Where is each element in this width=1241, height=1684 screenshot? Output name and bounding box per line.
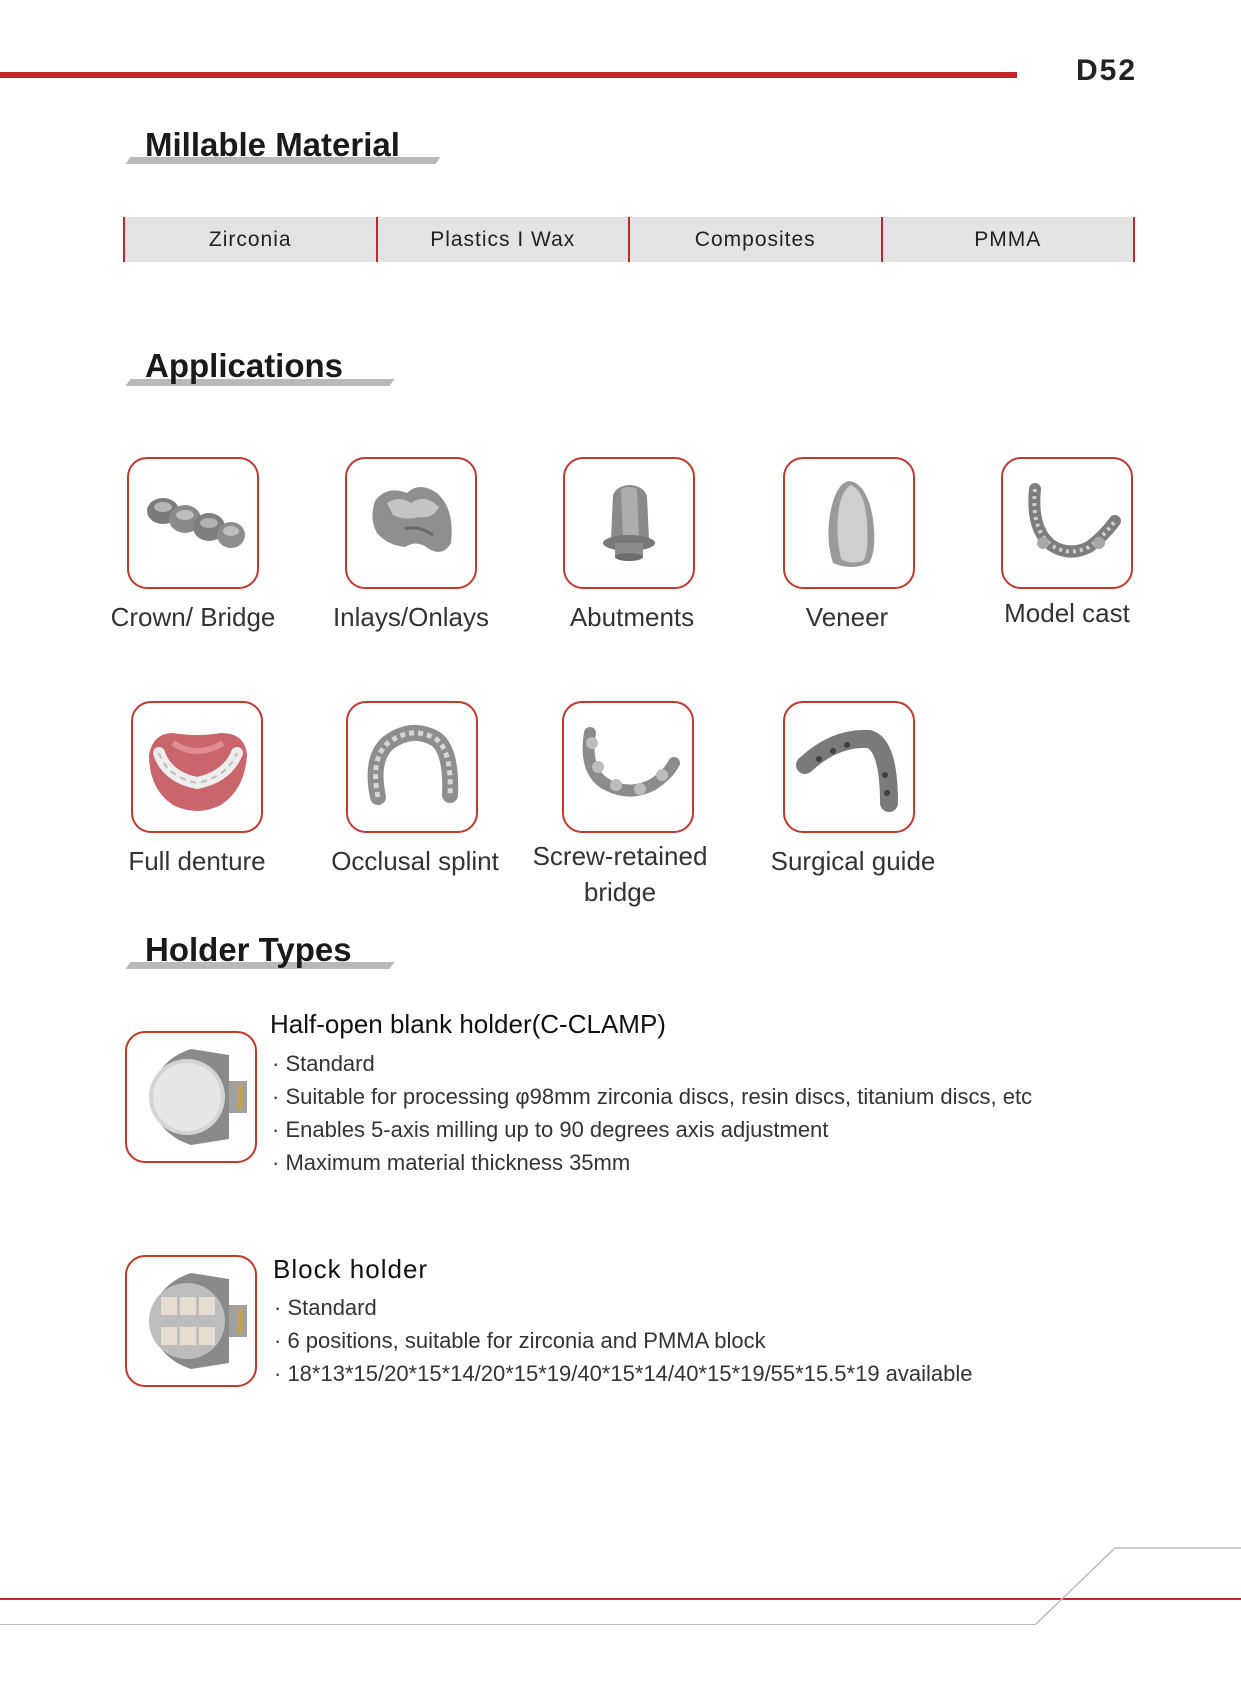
holder-feature: · 18*13*15/20*15*14/20*15*19/40*15*14/40*15*19/55*15.5*19 available <box>274 1361 973 1386</box>
material-item-composites: Composites <box>628 217 881 262</box>
app-label-abutments: Abutments <box>569 602 695 632</box>
veneer-icon <box>783 457 915 589</box>
model-cast-icon <box>1001 457 1133 589</box>
holder-feature: · Enables 5-axis milling up to 90 degrees axis adjustment <box>272 1117 829 1142</box>
holder-feature: · Maximum material thickness 35mm <box>272 1150 631 1175</box>
section-title-millable-material: Millable Material <box>145 126 400 163</box>
inlay-onlay-icon <box>345 457 477 589</box>
full-denture-icon <box>131 701 263 833</box>
c-clamp-holder-icon <box>125 1031 257 1163</box>
block-holder-icon <box>125 1255 257 1387</box>
holder-feature: · 6 positions, suitable for zirconia and PMMA block <box>274 1328 766 1353</box>
page-code: D52 <box>1076 54 1138 87</box>
holder-title-block: Block holder <box>273 1254 429 1284</box>
material-item-plastics-wax: Plastics I Wax <box>376 217 629 262</box>
material-bar <box>123 217 1135 262</box>
material-item-pmma: PMMA <box>881 217 1136 262</box>
holder-feature: · Standard <box>274 1295 377 1320</box>
app-label-full-denture: Full denture <box>128 846 266 876</box>
occlusal-splint-icon <box>346 701 478 833</box>
app-label-model-cast: Model cast <box>1004 598 1130 628</box>
app-label-surgical-guide: Surgical guide <box>770 846 936 876</box>
top-red-rule <box>0 72 1017 78</box>
footer-decoration <box>1030 1545 1241 1627</box>
holder-title-c-clamp: Half-open blank holder(C-CLAMP) <box>270 1009 666 1039</box>
holder-feature: · Suitable for processing φ98mm zirconia discs, resin discs, titanium discs, etc <box>272 1084 1033 1109</box>
material-item-zirconia: Zirconia <box>123 217 376 262</box>
app-label-occlusal-splint: Occlusal splint <box>331 846 499 876</box>
section-title-applications: Applications <box>145 347 344 384</box>
app-label-inlays-onlays: Inlays/Onlays <box>332 602 490 632</box>
holder-feature: · Standard <box>272 1051 375 1076</box>
screw-retained-bridge-icon <box>562 701 694 833</box>
app-label-crown-bridge: Crown/ Bridge <box>110 602 276 632</box>
holder-features-c-clamp <box>272 1047 1032 1179</box>
abutment-icon <box>563 457 695 589</box>
section-title-holder-types: Holder Types <box>145 931 352 968</box>
crown-bridge-icon <box>127 457 259 589</box>
surgical-guide-icon <box>783 701 915 833</box>
app-label-veneer: Veneer <box>805 602 889 632</box>
app-label-screw-retained-bridge: Screw-retained bridge <box>532 841 708 907</box>
holder-features-block <box>274 1291 973 1390</box>
bottom-gray-rule <box>0 1624 1036 1625</box>
